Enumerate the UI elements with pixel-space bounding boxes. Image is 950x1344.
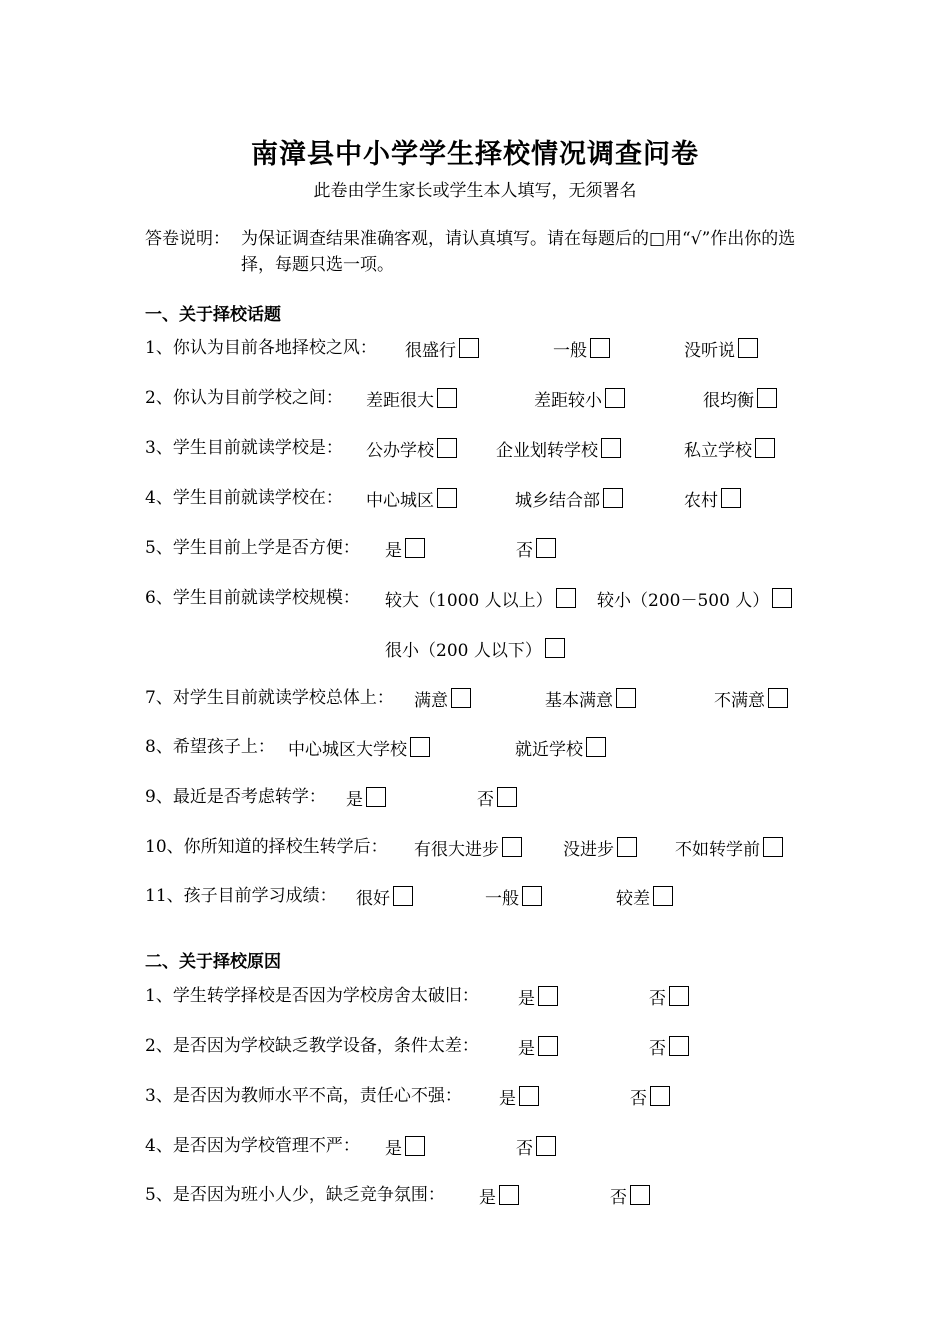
question-text: 4、是否因为学校管理不严：: [145, 1136, 360, 1156]
option-label: 不满意: [714, 690, 765, 711]
checkbox[interactable]: [502, 837, 522, 857]
checkbox[interactable]: [721, 488, 741, 508]
option-label: 农村: [684, 490, 718, 511]
option-label: 很盛行: [405, 340, 456, 361]
checkbox[interactable]: [519, 1086, 539, 1106]
question-text: 5、是否因为班小人少，缺乏竞争氛围：: [145, 1185, 445, 1205]
checkbox[interactable]: [630, 1185, 650, 1205]
instructions-text: 为保证调查结果准确客观，请认真填写。请在每题后的□用“√”作出你的选择，每题只选一项。: [241, 229, 796, 275]
checkbox[interactable]: [586, 737, 606, 757]
checkbox[interactable]: [616, 688, 636, 708]
checkbox[interactable]: [410, 737, 430, 757]
question-text: 4、学生目前就读学校在：: [145, 488, 343, 508]
checkbox[interactable]: [772, 588, 792, 608]
option[interactable]: [563, 834, 637, 860]
option-label: 企业划转学校: [496, 440, 598, 461]
question-text: 8、希望孩子上：: [145, 737, 275, 757]
checkbox[interactable]: [538, 1036, 558, 1056]
option-label: 是: [346, 789, 363, 810]
checkbox[interactable]: [556, 588, 576, 608]
option[interactable]: [366, 385, 457, 411]
option-label: 有很大进步: [414, 839, 499, 860]
checkbox[interactable]: [601, 438, 621, 458]
checkbox[interactable]: [768, 688, 788, 708]
option[interactable]: [485, 883, 542, 909]
option[interactable]: [597, 585, 792, 611]
checkbox[interactable]: [763, 837, 783, 857]
option-label: 否: [477, 789, 494, 810]
option[interactable]: [534, 385, 625, 411]
option[interactable]: [545, 685, 636, 711]
option[interactable]: [684, 485, 741, 511]
option-label: 就近学校: [515, 739, 583, 760]
option[interactable]: [385, 1133, 425, 1159]
checkbox[interactable]: [738, 338, 758, 358]
option[interactable]: [518, 1033, 558, 1059]
option-label: 很均衡: [703, 390, 754, 411]
option[interactable]: [630, 1083, 670, 1109]
checkbox[interactable]: [669, 1036, 689, 1056]
option[interactable]: [515, 485, 623, 511]
question-text: 3、是否因为教师水平不高，责任心不强：: [145, 1086, 462, 1106]
page-title: 南漳县中小学学生择校情况调查问卷: [251, 139, 699, 170]
option[interactable]: [366, 485, 457, 511]
section2-heading: 二、关于择校原因: [145, 952, 281, 972]
checkbox[interactable]: [451, 688, 471, 708]
checkbox[interactable]: [653, 886, 673, 906]
option[interactable]: [516, 535, 556, 561]
checkbox[interactable]: [617, 837, 637, 857]
option[interactable]: [518, 983, 558, 1009]
question-text: 1、你认为目前各地择校之风：: [145, 338, 377, 358]
question-text: 7、对学生目前就读学校总体上：: [145, 688, 394, 708]
option[interactable]: [553, 335, 610, 361]
option[interactable]: [356, 883, 413, 909]
option[interactable]: [714, 685, 788, 711]
option-label: 不如转学前: [675, 839, 760, 860]
option-label: 否: [516, 1138, 533, 1159]
option-label: 较大（1000 人以上）: [385, 590, 553, 611]
option[interactable]: [675, 834, 783, 860]
option[interactable]: [703, 385, 777, 411]
checkbox[interactable]: [605, 388, 625, 408]
checkbox[interactable]: [459, 338, 479, 358]
option-label: 是: [499, 1088, 516, 1109]
question-text: 11、孩子目前学习成绩：: [145, 886, 337, 906]
option-label: 否: [649, 1038, 666, 1059]
checkbox[interactable]: [536, 538, 556, 558]
option-label: 没进步: [563, 839, 614, 860]
option-label: 满意: [414, 690, 448, 711]
instructions: [145, 226, 810, 278]
question-text: 2、你认为目前学校之间：: [145, 388, 343, 408]
question-text: 6、学生目前就读学校规模：: [145, 588, 360, 608]
checkbox[interactable]: [757, 388, 777, 408]
question-text: 5、学生目前上学是否方便：: [145, 538, 360, 558]
option-label: 差距较小: [534, 390, 602, 411]
option-label: 一般: [485, 888, 519, 909]
option-label: 是: [385, 540, 402, 561]
checkbox[interactable]: [755, 438, 775, 458]
option[interactable]: [385, 585, 576, 611]
checkbox[interactable]: [393, 886, 413, 906]
option-label: 是: [518, 1038, 535, 1059]
checkbox[interactable]: [405, 1136, 425, 1156]
option-label: 较差: [616, 888, 650, 909]
option-label: 否: [630, 1088, 647, 1109]
instructions-label: 答卷说明：: [145, 229, 230, 249]
checkbox[interactable]: [669, 986, 689, 1006]
checkbox[interactable]: [538, 986, 558, 1006]
option[interactable]: [610, 1182, 650, 1208]
checkbox[interactable]: [366, 787, 386, 807]
checkbox[interactable]: [437, 438, 457, 458]
question-text: 2、是否因为学校缺乏教学设备，条件太差：: [145, 1036, 479, 1056]
page-subtitle: 此卷由学生家长或学生本人填写，无须署名: [313, 181, 637, 201]
option[interactable]: [385, 635, 565, 661]
checkbox[interactable]: [437, 488, 457, 508]
checkbox[interactable]: [522, 886, 542, 906]
option-label: 很小（200 人以下）: [385, 640, 542, 661]
option-label: 是: [385, 1138, 402, 1159]
option-label: 公办学校: [366, 440, 434, 461]
option-label: 很好: [356, 888, 390, 909]
checkbox[interactable]: [499, 1185, 519, 1205]
option-label: 私立学校: [684, 440, 752, 461]
option[interactable]: [499, 1083, 539, 1109]
option[interactable]: [616, 883, 673, 909]
option-label: 较小（200－500 人）: [597, 590, 770, 611]
option[interactable]: [414, 685, 471, 711]
option[interactable]: [684, 435, 775, 461]
option[interactable]: [496, 435, 621, 461]
checkbox[interactable]: [650, 1086, 670, 1106]
option[interactable]: [516, 1133, 556, 1159]
option[interactable]: [649, 1033, 689, 1059]
option[interactable]: [477, 784, 517, 810]
option[interactable]: [405, 335, 479, 361]
option-label: 否: [610, 1187, 627, 1208]
option[interactable]: [366, 435, 457, 461]
option[interactable]: [649, 983, 689, 1009]
option-label: 基本满意: [545, 690, 613, 711]
checkbox[interactable]: [405, 538, 425, 558]
option-label: 否: [516, 540, 533, 561]
option-label: 是: [518, 988, 535, 1009]
option-label: 中心城区: [366, 490, 434, 511]
checkbox[interactable]: [497, 787, 517, 807]
option-label: 城乡结合部: [515, 490, 600, 511]
section1-heading: 一、关于择校话题: [145, 305, 281, 325]
option-label: 一般: [553, 340, 587, 361]
checkbox[interactable]: [437, 388, 457, 408]
checkbox[interactable]: [590, 338, 610, 358]
checkbox[interactable]: [603, 488, 623, 508]
option[interactable]: [684, 335, 758, 361]
checkbox[interactable]: [536, 1136, 556, 1156]
option[interactable]: [515, 734, 606, 760]
question-text: 1、学生转学择校是否因为学校房舍太破旧：: [145, 986, 479, 1006]
option-label: 是: [479, 1187, 496, 1208]
option[interactable]: [288, 734, 430, 760]
option-label: 差距很大: [366, 390, 434, 411]
question-text: 3、学生目前就读学校是：: [145, 438, 343, 458]
checkbox[interactable]: [545, 638, 565, 658]
question-text: 9、最近是否考虑转学：: [145, 787, 326, 807]
option[interactable]: [414, 834, 522, 860]
option-label: 否: [649, 988, 666, 1009]
question-text: 10、你所知道的择校生转学后：: [145, 837, 388, 857]
option-label: 没听说: [684, 340, 735, 361]
option[interactable]: [346, 784, 386, 810]
option[interactable]: [479, 1182, 519, 1208]
option-label: 中心城区大学校: [288, 739, 407, 760]
option[interactable]: [385, 535, 425, 561]
